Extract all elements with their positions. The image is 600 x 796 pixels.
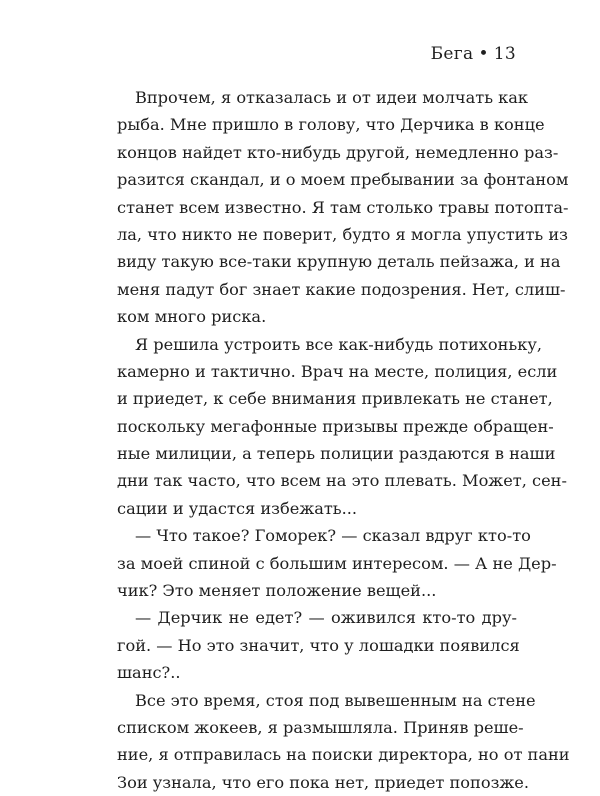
- text-line: шанс?..: [117, 663, 181, 683]
- text-line: разится скандал, и о моем пребывании за фонтаном: [117, 170, 569, 190]
- text-line: чик? Это меняет положение вещей...: [117, 581, 437, 601]
- text-line: поскольку мегафонные призывы прежде обращен-: [117, 416, 554, 436]
- text-line: ла, что никто не поверит, будто я могла упустить из: [117, 224, 568, 244]
- text-line: Все это время, стоя под вывешенным на стене: [135, 690, 536, 710]
- running-title: Бега: [430, 44, 474, 64]
- text-line: — Что такое? Гоморек? — сказал вдруг кто-то: [135, 526, 531, 546]
- page-number: 13: [493, 44, 516, 64]
- text-line: Зои узнала, что его пока нет, приедет попозже.: [117, 772, 530, 792]
- text-line: гой. — Но это значит, что у лошадки появился: [117, 635, 520, 655]
- text-line: ком много риска.: [117, 307, 267, 327]
- text-line: списком жокеев, я размышляла. Приняв реше-: [117, 717, 524, 737]
- text-line: — Дерчик не едет? — оживился кто-то дру-: [135, 608, 517, 628]
- running-header: [431, 44, 516, 64]
- text-line: и приедет, к себе внимания привлекать не станет,: [117, 389, 553, 409]
- text-line: дни так часто, что всем на это плевать. Может, сен-: [117, 471, 567, 491]
- text-line: камерно и тактично. Врач на месте, полиция, если: [117, 361, 558, 381]
- text-line: ние, я отправилась на поиски директора, но от пани: [117, 745, 570, 765]
- text-line: Впрочем, я отказалась и от идеи молчать как: [135, 88, 529, 107]
- text-line: за моей спиной с большим интересом. — А не Дер-: [117, 553, 557, 573]
- text-line: меня падут бог знает какие подозрения. Нет, слиш-: [117, 279, 566, 299]
- text-line: Я решила устроить все как-нибудь потихоньку,: [135, 334, 543, 354]
- text-line: ные милиции, а теперь полиции раздаются в наши: [117, 444, 556, 464]
- page-body: [117, 84, 570, 796]
- text-line: сации и удастся избежать...: [117, 498, 358, 518]
- header-separator: •: [478, 44, 489, 64]
- text-line: станет всем известно. Я там столько травы потоптa-: [117, 197, 569, 217]
- text-line: виду такую все-таки крупную деталь пейзажа, и на: [117, 252, 561, 272]
- text-line: концов найдет кто-нибудь другой, немедленно раз-: [117, 142, 559, 162]
- text-line: рыба. Мне пришло в голову, что Дерчика в конце: [117, 115, 545, 135]
